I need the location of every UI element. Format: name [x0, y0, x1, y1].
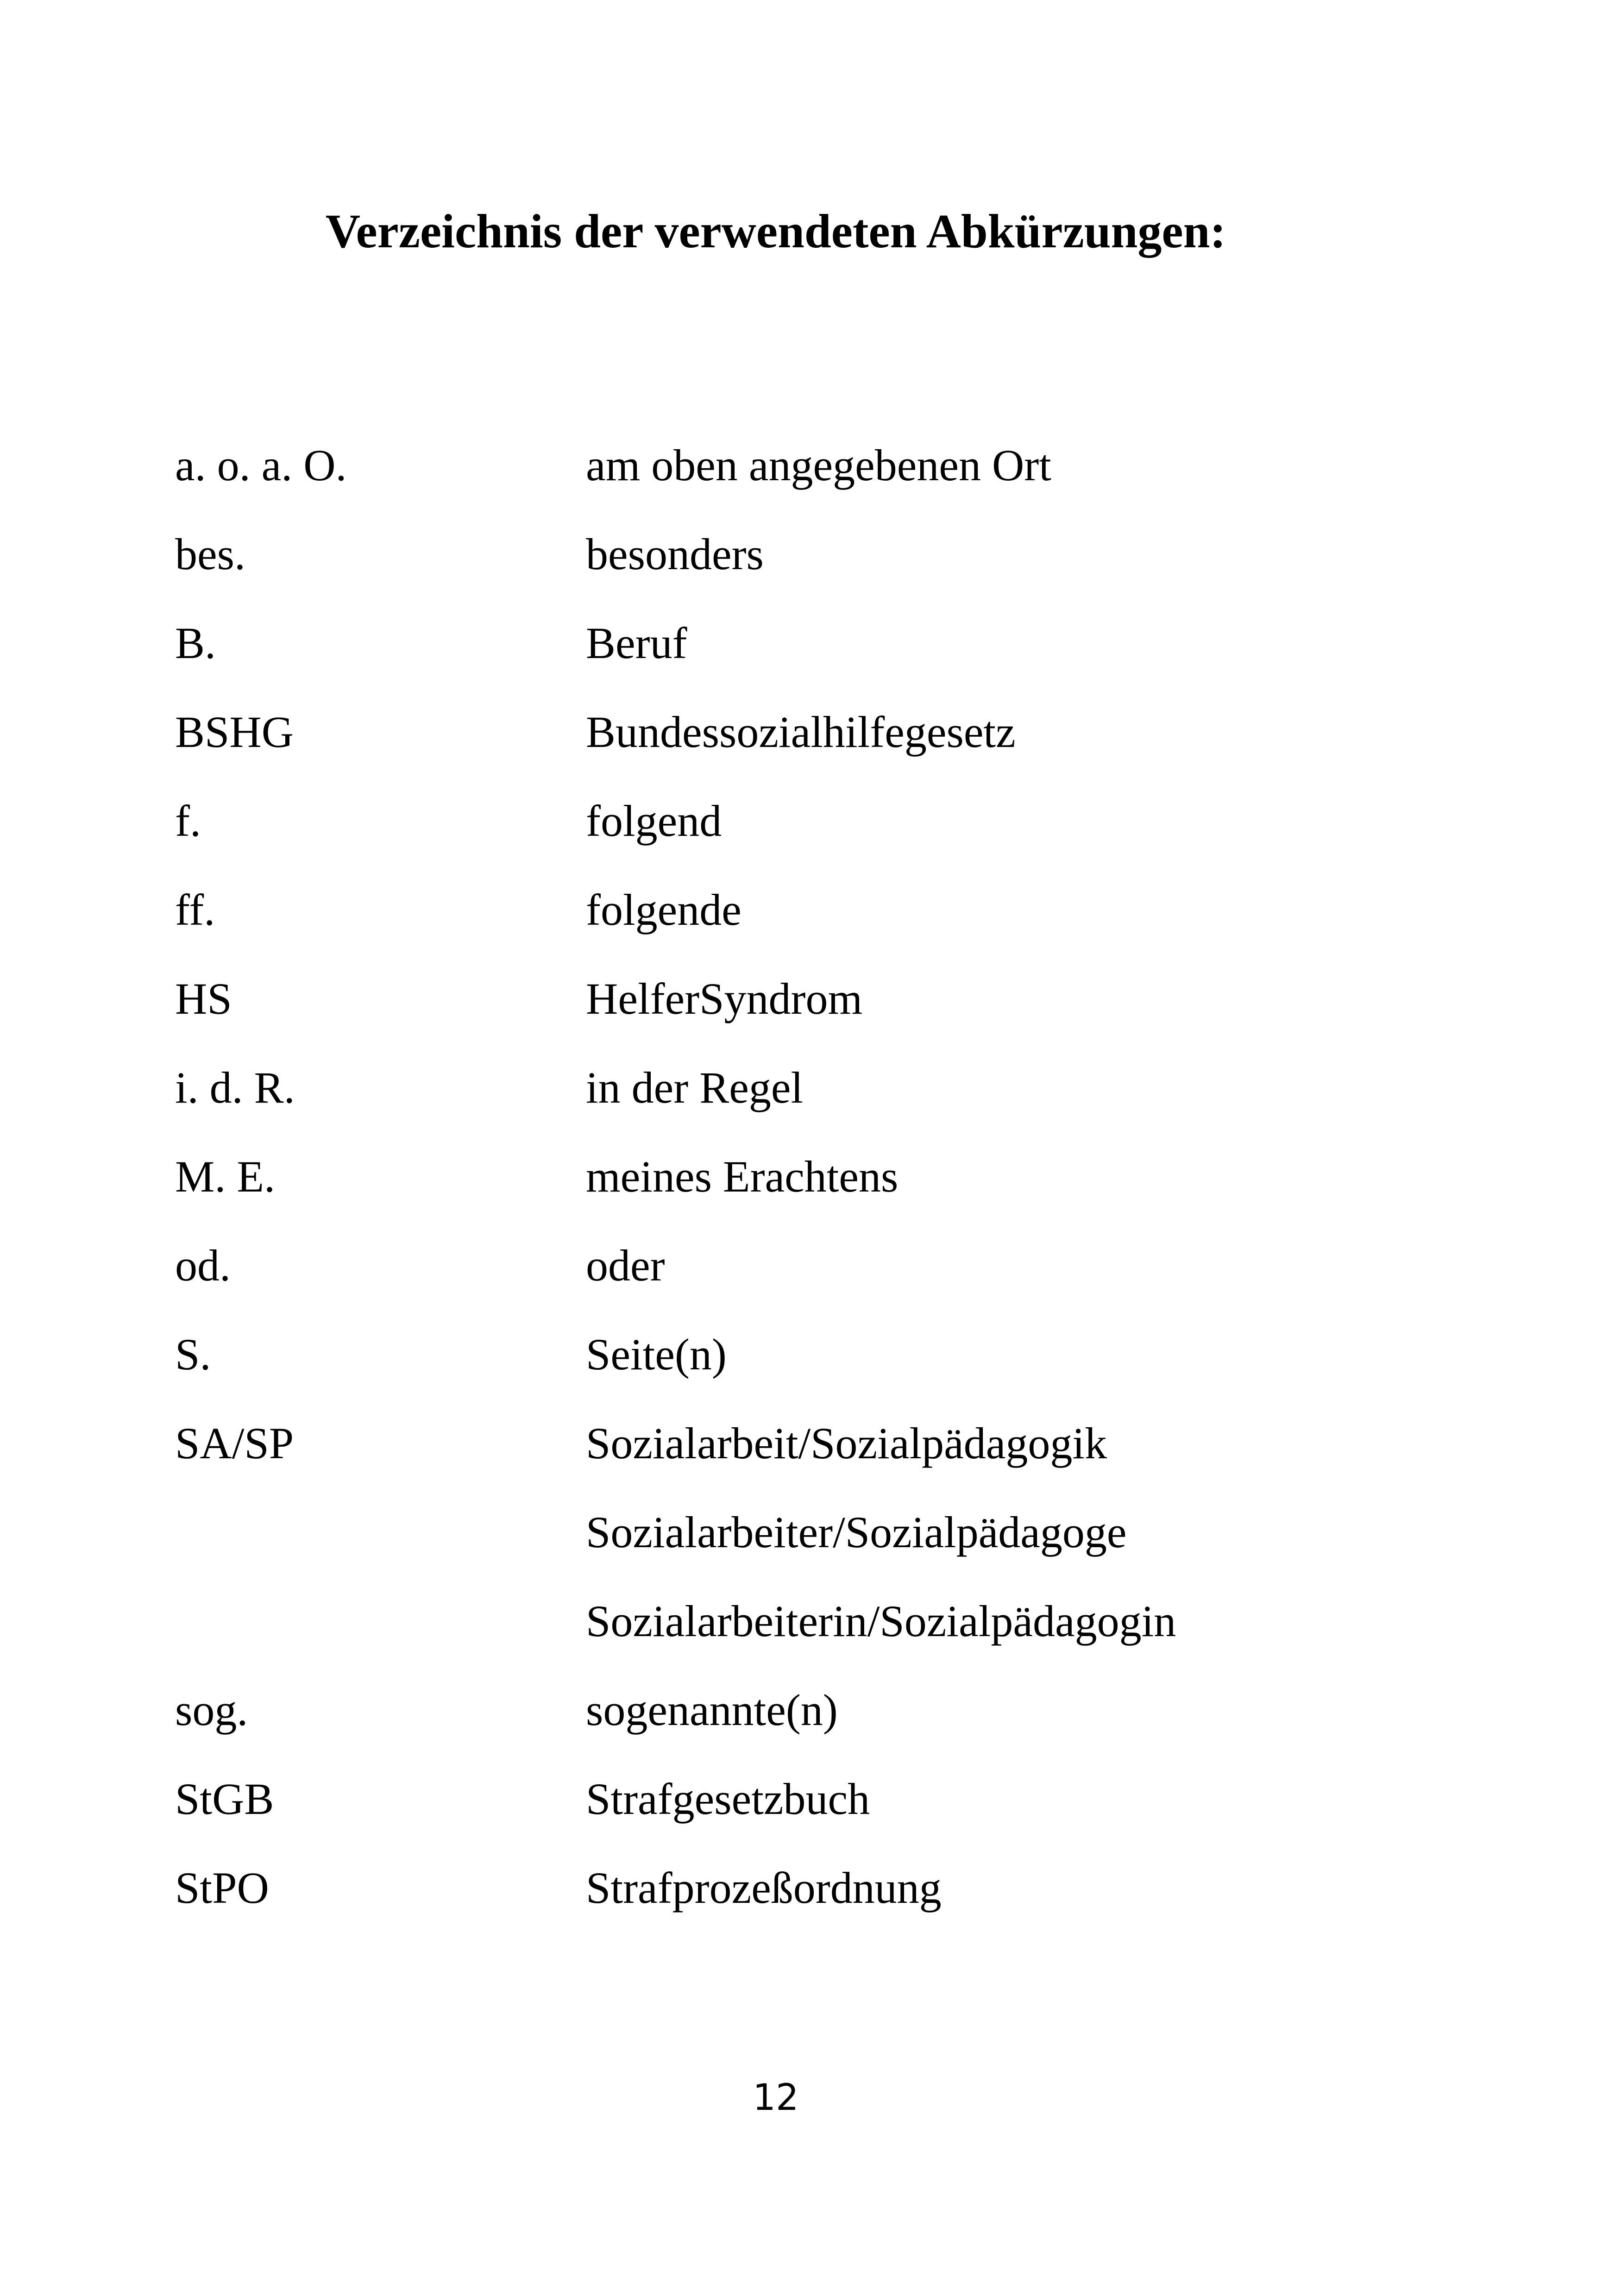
- page-title: Verzeichnis der verwendeten Abkürzungen:: [325, 205, 1226, 258]
- list-item: [175, 1682, 1518, 1771]
- list-item: [175, 882, 1518, 971]
- list-item: [175, 1860, 1518, 1949]
- abbreviation: SA/SP: [175, 1418, 294, 1468]
- abbreviation-meaning: folgend: [586, 796, 722, 846]
- abbreviation-meaning: in der Regel: [586, 1063, 804, 1112]
- abbreviation-meaning: oder: [586, 1241, 665, 1290]
- list-item: [175, 1771, 1518, 1860]
- abbreviation: od.: [175, 1241, 231, 1290]
- list-item: [175, 527, 1518, 615]
- list-item: [175, 615, 1518, 704]
- abbreviation-meaning: am oben angegebenen Ort: [586, 440, 1051, 490]
- abbreviation-meaning: besonders: [586, 529, 764, 579]
- list-item: [175, 1505, 1518, 1593]
- list-item: [175, 1060, 1518, 1149]
- abbreviation-meaning: HelferSyndrom: [586, 974, 863, 1023]
- abbreviation-meaning: Sozialarbeiterin/Sozialpädagogin: [586, 1596, 1176, 1646]
- list-item: [175, 1593, 1518, 1682]
- list-item: [175, 438, 1518, 527]
- abbreviation-list: [175, 438, 1518, 1949]
- abbreviation: B.: [175, 618, 216, 668]
- abbreviation-meaning: Strafgesetzbuch: [586, 1774, 870, 1824]
- list-item: [175, 1149, 1518, 1238]
- abbreviation: StGB: [175, 1774, 274, 1824]
- abbreviation: f.: [175, 796, 201, 846]
- abbreviation-meaning: Seite(n): [586, 1330, 727, 1379]
- abbreviation: S.: [175, 1330, 211, 1379]
- abbreviation: bes.: [175, 529, 245, 579]
- list-item: [175, 793, 1518, 882]
- abbreviation-meaning: Beruf: [586, 618, 687, 668]
- abbreviation-meaning: Strafprozeßordnung: [586, 1863, 942, 1913]
- abbreviation: ff.: [175, 885, 215, 935]
- abbreviation: sog.: [175, 1685, 248, 1735]
- abbreviation-meaning: folgende: [586, 885, 741, 935]
- list-item: [175, 1416, 1518, 1505]
- abbreviation: StPO: [175, 1863, 269, 1913]
- abbreviation-meaning: Bundessozialhilfegesetz: [586, 707, 1016, 757]
- abbreviation-meaning: Sozialarbeiter/Sozialpädagoge: [586, 1507, 1127, 1557]
- list-item: [175, 704, 1518, 793]
- list-item: [175, 1327, 1518, 1416]
- list-item: [175, 1238, 1518, 1327]
- abbreviation: HS: [175, 974, 232, 1023]
- abbreviation: a. o. a. O.: [175, 440, 347, 490]
- abbreviation: M. E.: [175, 1152, 275, 1201]
- abbreviation-meaning: Sozialarbeit/Sozialpädagogik: [586, 1418, 1107, 1468]
- abbreviation: BSHG: [175, 707, 294, 757]
- page-number: 12: [753, 2077, 799, 2119]
- abbreviation: i. d. R.: [175, 1063, 295, 1112]
- list-item: [175, 971, 1518, 1060]
- abbreviation-meaning: sogenannte(n): [586, 1685, 838, 1735]
- abbreviation-meaning: meines Erachtens: [586, 1152, 898, 1201]
